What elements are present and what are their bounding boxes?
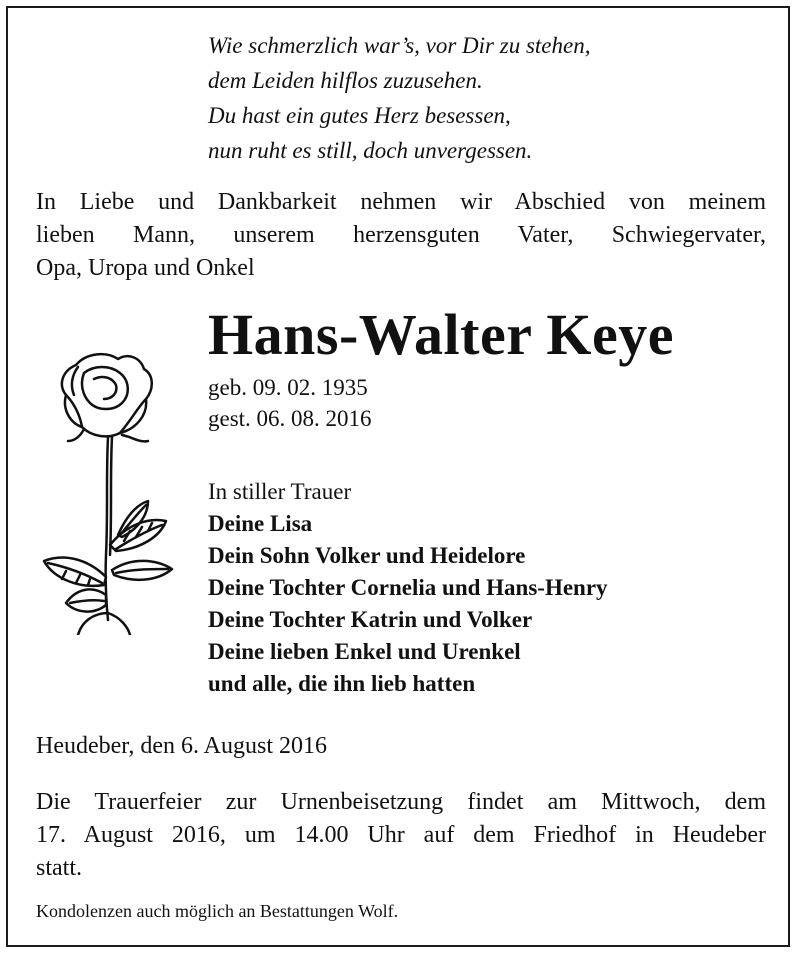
- mourner-name: Deine lieben Enkel und Urenkel: [208, 639, 521, 664]
- poem-line: Wie schmerzlich war’s, vor Dir zu stehen,: [208, 33, 591, 58]
- mourner-name: Deine Tochter Cornelia und Hans-Henry: [208, 575, 608, 600]
- poem-line: dem Leiden hilflos zuzusehen.: [208, 68, 483, 93]
- birth-date: geb. 09. 02. 1935: [208, 375, 368, 400]
- intro-text: [36, 186, 766, 285]
- mourner-name: Deine Lisa: [208, 511, 313, 536]
- deceased-name: Hans-Walter Keye: [208, 302, 675, 367]
- intro-line: Opa, Uropa und Onkel: [36, 255, 255, 281]
- intro-line: In Liebe und Dankbarkeit nehmen wir Abschied von meinem: [36, 189, 766, 215]
- service-line: Die Trauerfeier zur Urnenbeisetzung findet am Mittwoch, dem: [36, 789, 766, 815]
- mourner-name: Deine Tochter Katrin und Volker: [208, 607, 533, 632]
- condolences-note: Kondolenzen auch möglich an Bestattungen Wolf.: [36, 901, 399, 921]
- life-dates: [208, 372, 372, 434]
- mourners-label: In stiller Trauer: [208, 479, 352, 504]
- poem-line: nun ruht es still, doch unvergessen.: [208, 138, 533, 163]
- service-line: 17. August 2016, um 14.00 Uhr auf dem Friedhof in Heudeber: [36, 822, 766, 848]
- mourner-name: und alle, die ihn lieb hatten: [208, 671, 476, 696]
- mourners-block: [208, 476, 608, 700]
- service-line: statt.: [36, 855, 82, 881]
- place-date: Heudeber, den 6. August 2016: [36, 733, 327, 759]
- mourner-name: Dein Sohn Volker und Heidelore: [208, 543, 526, 568]
- poem: [208, 28, 590, 168]
- rose-icon: [36, 345, 186, 635]
- service-text: [36, 786, 766, 885]
- death-date: gest. 06. 08. 2016: [208, 406, 372, 431]
- poem-line: Du hast ein gutes Herz besessen,: [208, 103, 511, 128]
- intro-line: lieben Mann, unserem herzensguten Vater, Schwiegervater,: [36, 222, 766, 248]
